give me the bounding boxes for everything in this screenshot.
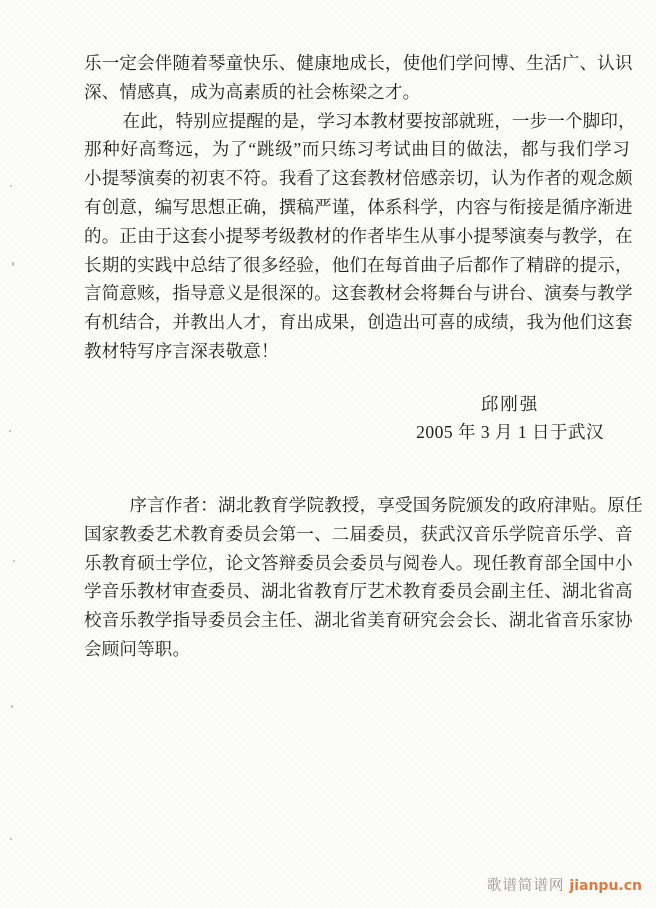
text-line: 有机结合，并教出人才，育出成果，创造出可喜的成绩，我为他们这套 — [84, 312, 633, 333]
scan-speck — [10, 838, 12, 840]
text-line: 会顾问等职。 — [84, 638, 191, 659]
text-line: 序言作者：湖北教育学院教授，享受国务院颁发的政府津贴。原任 — [129, 495, 643, 515]
text-line: 言简意赅，指导意义是很深的。这套教材会将舞台与讲台、演奏与教学 — [84, 283, 633, 304]
signature-date: 2005 年 3 月 1 日于武汉 — [416, 422, 604, 442]
scan-speck — [13, 560, 15, 562]
text-line: 乐一定会伴随着琴童快乐、健康地成长，使他们学问博、生活广、认识 — [84, 53, 633, 73]
text-line: 校音乐教学指导委员会主任、湖北省美育研究会会长、湖北省音乐家协 — [84, 610, 633, 631]
preface-body — [84, 49, 636, 366]
scan-speck — [11, 705, 13, 708]
author-bio-paragraph — [84, 491, 643, 664]
text-line: 有创意，编写思想正确，撰稿严谨，体系科学，内容与衔接是循序渐进 — [84, 196, 633, 217]
scan-artifacts — [0, 0, 30, 908]
signature-name: 邱刚强 — [480, 394, 540, 414]
scan-speck — [12, 262, 14, 266]
opening-paragraph — [84, 49, 633, 107]
text-line: 乐教育硕士学位，论文答辩委员会委员与阅卷人。现任教育部全国中小 — [84, 552, 633, 573]
text-line: 深、情感真，成为高素质的社会栋梁之才。 — [84, 81, 421, 102]
author-bio — [84, 491, 643, 664]
site-watermark — [487, 876, 642, 896]
text-line: 长期的实践中总结了很多经验，他们在每首曲子后都作了精辟的提示， — [84, 254, 633, 275]
text-line: 学音乐教材审查委员、湖北省教育厅艺术教育委员会副主任、湖北省高 — [84, 581, 633, 602]
scan-speck — [10, 185, 12, 187]
text-line: 的。正由于这套小提琴考级教材的作者毕生从事小提琴演奏与教学，在 — [84, 225, 633, 246]
watermark-site-url: jianpu.cn — [569, 878, 642, 894]
text-line: 国家教委艺术教育委员会第一、二届委员，获武汉音乐学院音乐学、音 — [84, 523, 633, 544]
watermark-site-name: 歌谱简谱网 — [486, 878, 565, 894]
reminder-paragraph — [84, 107, 636, 366]
text-line: 那种好高骛远，为了“跳级”而只练习考试曲目的做法，都与我们学习 — [84, 139, 630, 160]
text-line: 教材特写序言深表敬意！ — [84, 340, 279, 361]
signature-block — [416, 390, 604, 446]
text-line: 在此，特别应提醒的是，学习本教材要按部就班，一步一个脚印， — [122, 110, 636, 131]
scan-speck — [9, 430, 11, 432]
text-line: 小提琴演奏的初衷不符。我看了这套教材倍感亲切，认为作者的观念颇 — [84, 168, 633, 189]
